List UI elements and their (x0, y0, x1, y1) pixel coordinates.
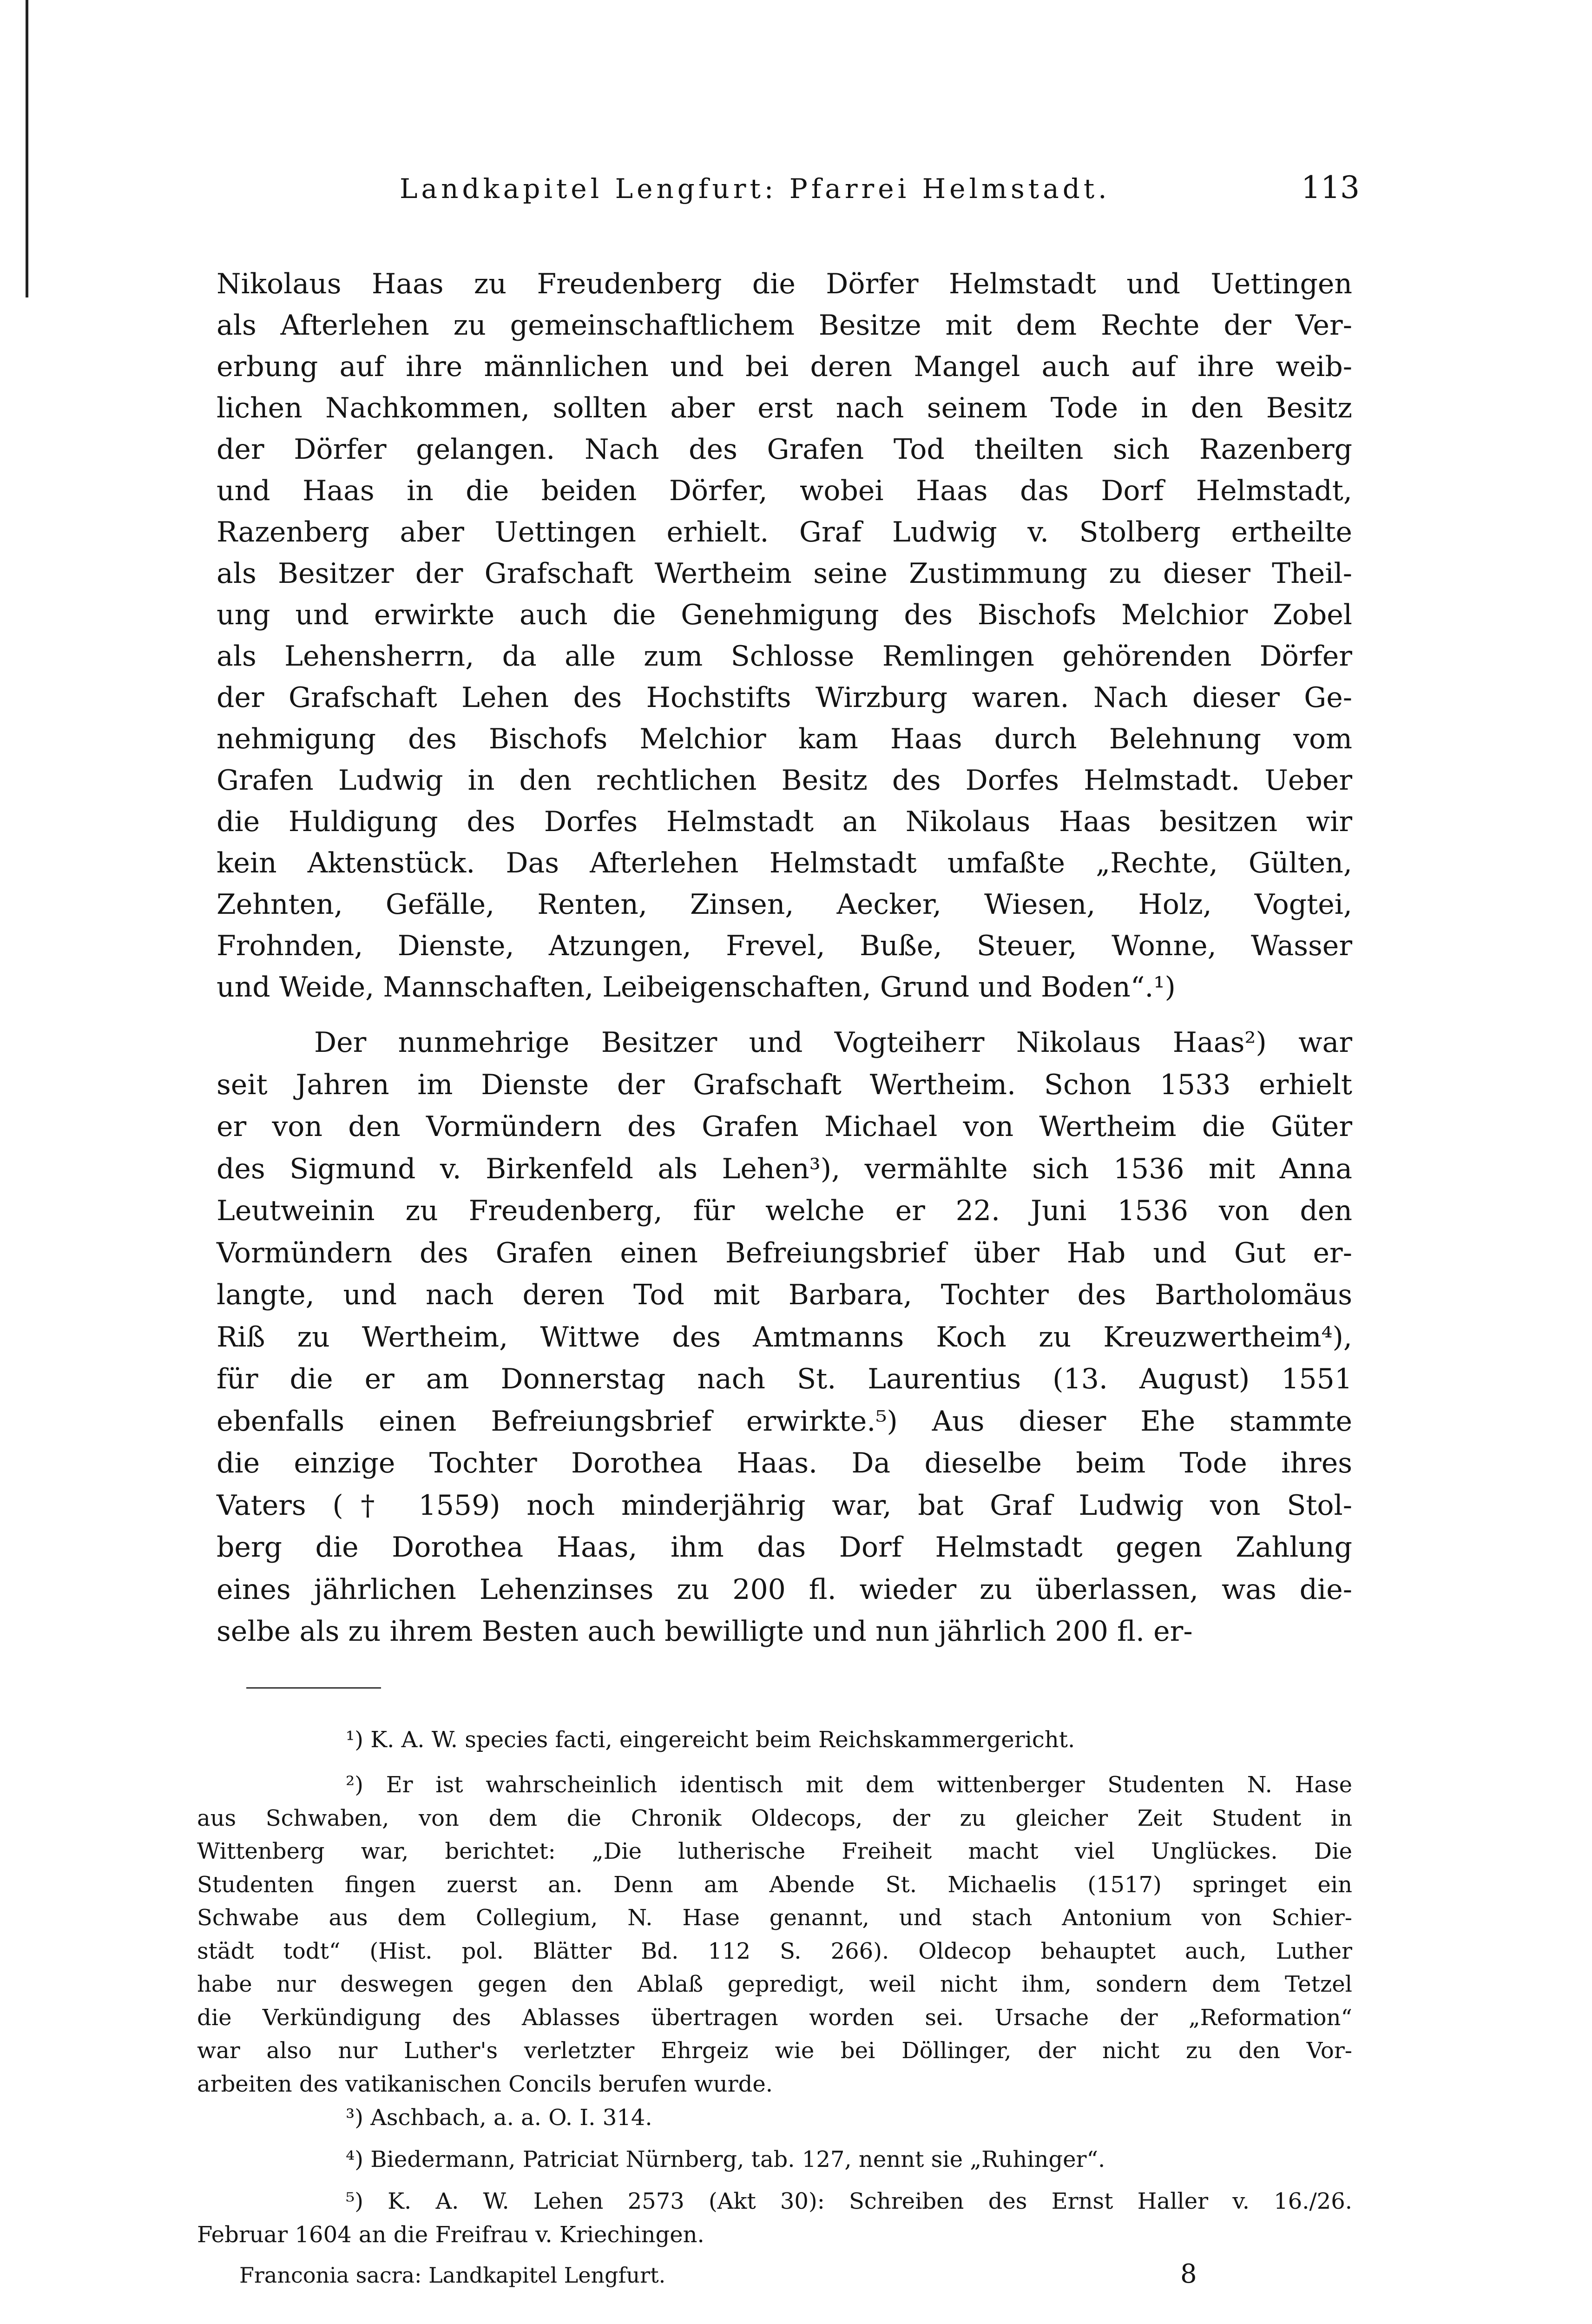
text-line: die Huldigung des Dorfes Helmstadt an Nikolaus Haas besitzen wir (217, 805, 1352, 838)
text-line: er von den Vormündern des Grafen Michael von Wertheim die Güter (217, 1110, 1352, 1143)
text-line: des Sigmund v. Birkenfeld als Lehen³), vermählte sich 1536 mit Anna (217, 1152, 1352, 1185)
text-line: als Lehensherrn, da alle zum Schlosse Remlingen gehörenden Dörfer (217, 640, 1352, 673)
text-line: eines jährlichen Lehenzinses zu 200 fl. wieder zu überlassen, was die- (217, 1573, 1352, 1606)
text-line: Frohnden, Dienste, Atzungen, Frevel, Buße, Steuer, Wonne, Wasser (217, 930, 1352, 962)
footnote-5 (197, 2185, 1352, 2251)
text-line: Riß zu Wertheim, Wittwe des Amtmanns Koch zu Kreuzwertheim⁴), (217, 1320, 1352, 1353)
text-line: Vormündern des Grafen einen Befreiungsbrief über Hab und Gut er- (217, 1236, 1352, 1269)
text-line: Wittenberg war, berichtet: „Die lutherische Freiheit macht viel Unglückes. Die (197, 1838, 1352, 1864)
footnote-3 (197, 2101, 1352, 2135)
paragraph-1 (217, 264, 1352, 1008)
text-line: Zehnten, Gefälle, Renten, Zinsen, Aecker, Wiesen, Holz, Vogtei, (217, 888, 1352, 921)
text-line: ung und erwirkte auch die Genehmigung des Bischofs Melchior Zobel (217, 599, 1352, 631)
text-line: ⁵) K. A. W. Lehen 2573 (Akt 30): Schreiben des Ernst Haller v. 16./26. (346, 2188, 1352, 2214)
signature-mark: 8 (1180, 2259, 1197, 2289)
footnote-1 (197, 1723, 1352, 1757)
scan-edge-artifact (26, 0, 28, 297)
text-line: selbe als zu ihrem Besten auch bewilligte und nun jährlich 200 fl. er- (217, 1615, 1193, 1648)
text-line: lichen Nachkommen, sollten aber erst nach seinem Tode in den Besitz (217, 392, 1352, 424)
text-line: die einzige Tochter Dorothea Haas. Da dieselbe beim Tode ihres (217, 1447, 1352, 1479)
text-line: Leutweinin zu Freudenberg, für welche er 22. Juni 1536 von den (217, 1195, 1352, 1227)
text-line: der Grafschaft Lehen des Hochstifts Wirzburg waren. Nach dieser Ge- (217, 681, 1352, 714)
text-line: langte, und nach deren Tod mit Barbara, Tochter des Bartholomäus (217, 1279, 1352, 1311)
text-line: Razenberg aber Uettingen erhielt. Graf Ludwig v. Stolberg ertheilte (217, 516, 1352, 548)
text-line: ⁴) Biedermann, Patriciat Nürnberg, tab. 127, nennt sie „Ruhinger“. (346, 2146, 1105, 2172)
footnote-4 (197, 2143, 1352, 2177)
text-line: ¹) K. A. W. species facti, eingereicht beim Reichskammergericht. (346, 1727, 1075, 1753)
text-line: habe nur deswegen gegen den Ablaß gepredigt, weil nicht ihm, sondern dem Tetzel (197, 1971, 1352, 1997)
footnote-2 (197, 1769, 1352, 2101)
signature-title: Franconia sacra: Landkapitel Lengfurt. (239, 2263, 666, 2288)
text-line: war also nur Luther's verletzter Ehrgeiz wie bei Döllinger, der nicht zu den Vor- (197, 2038, 1352, 2064)
text-line: arbeiten des vatikanischen Concils berufen wurde. (197, 2071, 773, 2097)
text-line: Grafen Ludwig in den rechtlichen Besitz des Dorfes Helmstadt. Ueber (217, 764, 1352, 797)
text-line: Der nunmehrige Besitzer und Vogteiherr Nikolaus Haas²) war (314, 1026, 1352, 1059)
text-line: nehmigung des Bischofs Melchior kam Haas durch Belehnung vom (217, 723, 1352, 755)
text-line: Februar 1604 an die Freifrau v. Kriechingen. (197, 2221, 704, 2248)
text-line: ebenfalls einen Befreiungsbrief erwirkte.⁵) Aus dieser Ehe stammte (217, 1405, 1352, 1438)
text-line: Schwabe aus dem Collegium, N. Hase genannt, und stach Antonium von Schier- (197, 1905, 1352, 1931)
paragraph-2 (217, 1022, 1352, 1653)
text-line: aus Schwaben, von dem die Chronik Oldecops, der zu gleicher Zeit Student in (197, 1805, 1352, 1831)
text-line: die Verkündigung des Ablasses übertragen worden sei. Ursache der „Reformation“ (197, 2004, 1352, 2031)
text-line: ²) Er ist wahrscheinlich identisch mit dem wittenberger Studenten N. Hase (346, 1772, 1352, 1798)
text-line: ³) Aschbach, a. a. O. I. 314. (346, 2105, 652, 2131)
text-line: Nikolaus Haas zu Freudenberg die Dörfer Helmstadt und Uettingen (217, 268, 1352, 300)
text-line: Studenten fingen zuerst an. Denn am Abende St. Michaelis (1517) springet ein (197, 1871, 1352, 1898)
text-line: für die er am Donnerstag nach St. Laurentius (13. August) 1551 (217, 1363, 1352, 1395)
text-line: kein Aktenstück. Das Afterlehen Helmstadt umfaßte „Rechte, Gülten, (217, 847, 1352, 879)
running-title: Landkapitel Lengfurt: Pfarrei Helmstadt. (400, 173, 1111, 205)
text-line: der Dörfer gelangen. Nach des Grafen Tod theilten sich Razenberg (217, 433, 1352, 466)
text-line: städt todt“ (Hist. pol. Blätter Bd. 112 S. 266). Oldecop behauptet auch, Luther (197, 1938, 1352, 1964)
text-line: als Afterlehen zu gemeinschaftlichem Besitze mit dem Rechte der Ver- (217, 309, 1352, 342)
text-line: berg die Dorothea Haas, ihm das Dorf Helmstadt gegen Zahlung (217, 1531, 1352, 1564)
footnote-separator (246, 1687, 381, 1689)
text-line: seit Jahren im Dienste der Grafschaft Wertheim. Schon 1533 erhielt (217, 1068, 1352, 1101)
text-line: als Besitzer der Grafschaft Wertheim seine Zustimmung zu dieser Theil- (217, 557, 1352, 590)
page-number: 113 (1301, 170, 1360, 205)
text-line: und Haas in die beiden Dörfer, wobei Haas das Dorf Helmstadt, (217, 475, 1352, 507)
text-line: erbung auf ihre männlichen und bei deren Mangel auch auf ihre weib- (217, 350, 1352, 383)
text-line: und Weide, Mannschaften, Leibeigenschaften, Grund und Boden“.¹) (217, 971, 1176, 1004)
text-line: Vaters († 1559) noch minderjährig war, bat Graf Ludwig von Stol- (217, 1489, 1352, 1522)
